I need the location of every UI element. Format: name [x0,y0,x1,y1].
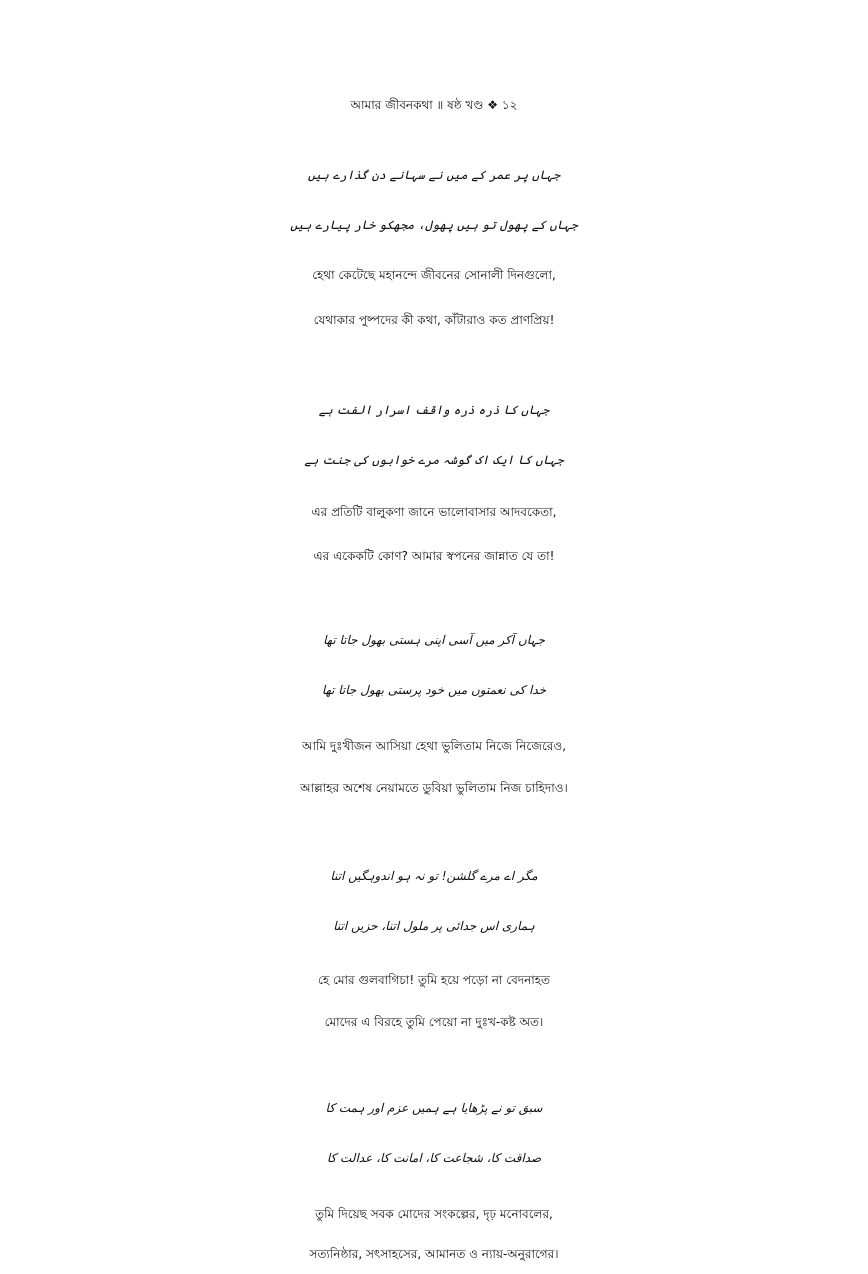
urdu-verse-line: جہاں کا ذرہ ذرہ واقف اسرار الفت ہے [318,403,550,417]
bangla-verse-line: যেথাকার পুষ্পদের কী কথা, কাঁটারাও কত প্রাণপ্রিয়! [313,313,555,327]
bangla-verse-line: হে মোর গুলবাগিচা! তুমি হয়ে পড়ো না বেদনাহত [317,973,551,987]
running-header: আমার জীবনকথা ॥ ষষ্ঠ খণ্ড ❖ ১২ [350,98,518,112]
urdu-verse-line: سبق تو نے پڑھایا ہے ہمیں عزم اور ہمت کا [325,1101,543,1115]
urdu-verse-line: مگر اے مرے گلشن! تو نہ ہو اندوہگیں اتنا [330,869,538,883]
bangla-verse-line: আমি দুঃখীজন আসিয়া হেথা ভুলিতাম নিজে নিজেরেও, [301,739,567,753]
urdu-verse-line: جہاں پر عمر کے میں نے سہانے دن گذارے ہیں [307,168,561,182]
bangla-verse-line: আল্লাহর অশেষ নেয়ামতে ডুবিয়া ভুলিতাম নিজ চাহিদাও। [300,781,568,795]
bangla-verse-line: হেথা কেটেছে মহানন্দে জীবনের সোনালী দিনগুলো, [312,268,556,282]
bangla-verse-line: এর প্রতিটি বালুকণা জানে ভালোবাসার আদবকেতা, [311,505,557,519]
bangla-verse-line: মোদের এ বিরহে তুমি পেয়ো না দুঃখ-কষ্ট অত। [324,1015,544,1029]
bangla-verse-line: সত্যনিষ্ঠার, সৎসাহসের, আমানত ও ন্যায়-অনুরাগের। [309,1247,559,1261]
bangla-verse-line: এর একেকটি কোণ? আমার স্বপনের জান্নাত যে তা! [313,549,555,563]
urdu-verse-line: خدا کی نعمتوں میں خود پرستی بھول جاتا تھا [321,683,547,697]
urdu-verse-line: جہاں آکر میں آسی اپنی ہستی بھول جاتا تھا [323,633,545,647]
urdu-verse-line: صداقت کا، شجاعت کا، امانت کا، عدالت کا [326,1151,542,1165]
urdu-verse-line: ہماری اس جدائی پر ملول اتنا، حزیں اتنا [333,919,535,933]
urdu-verse-line: جہاں کے پھول تو ہیں پھول، مجھکو خار پیارے ہیں [290,218,578,232]
urdu-verse-line: جہاں کا ایک اک گوشہ مرے خوابوں کی جنت ہے [304,453,564,467]
bangla-verse-line: তুমি দিয়েছ সবক মোদের সংকল্পের, দৃঢ় মনোবলের, [315,1207,553,1221]
